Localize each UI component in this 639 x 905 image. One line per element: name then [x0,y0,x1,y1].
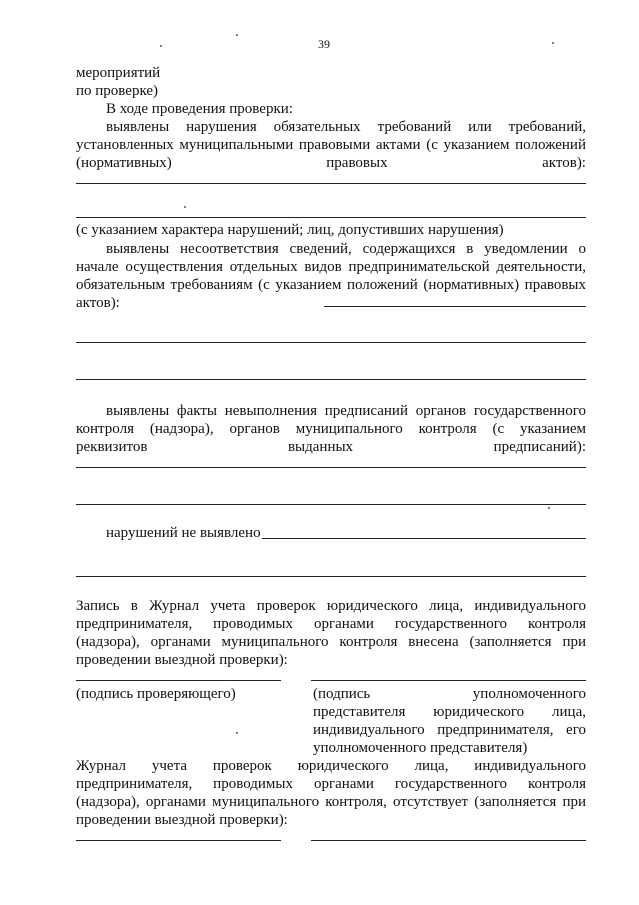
text-line: (надзора), органами муниципального контроля внесена (заполняется при [76,634,586,650]
signature-caption: представителя юридического лица, [313,704,586,720]
fill-in-line[interactable] [76,379,586,380]
scan-speck [184,206,186,208]
text-line [76,154,586,172]
scan-speck [552,42,554,44]
hint-text: (с указанием характера нарушений; лиц, допустивших нарушения) [76,222,504,238]
text-word: актов): [542,155,586,171]
fill-in-line[interactable] [262,538,586,539]
text-word: реквизитов [76,439,148,455]
fill-in-line[interactable] [76,183,586,184]
text-line: Запись в Журнал учета проверок юридического лица, индивидуального [76,598,586,614]
fill-in-line[interactable] [76,342,586,343]
signature-caption: (подпись уполномоченного [313,686,586,702]
scan-speck [236,732,238,734]
signature-line[interactable] [76,680,281,681]
text-line: установленных муниципальными правовыми актами (с указанием положений [76,137,586,153]
text-word: правовых [326,155,388,171]
fill-in-line[interactable] [76,576,586,577]
text-line: выявлены несоответствия сведений, содержащихся в уведомлении о [106,241,586,257]
text-line: мероприятий [76,65,161,81]
text-line: Журнал учета проверок юридического лица, индивидуального [76,758,586,774]
fill-in-line[interactable] [324,306,586,307]
text-line: предпринимателя, проводимых органами государственного контроля [76,616,586,632]
text-line: (надзора), органами муниципального контроля, отсутствует (заполняется при [76,794,586,810]
text-line: В ходе проведения проверки: [106,101,293,117]
scan-speck [548,507,550,509]
text-line: проведении выездной проверки): [76,812,288,828]
signature-caption: индивидуального предпринимателя, его [313,722,586,738]
text-line: выявлены факты невыполнения предписаний органов государственного [106,403,586,419]
signature-line[interactable] [311,680,586,681]
text-word: предписаний): [493,439,586,455]
page-number: 39 [318,37,330,51]
text-line: предпринимателя, проводимых органами государственного контроля [76,776,586,792]
text-line: контроля (надзора), органов муниципального контроля (с указанием [76,421,586,437]
scan-speck [236,34,238,36]
text-word: выданных [287,439,354,455]
no-violations-label: нарушений не выявлено [106,525,261,541]
text-line [76,438,586,456]
text-line: выявлены нарушения обязательных требований или требований, [106,119,586,135]
text-line: обязательным требованиям (с указанием положений (нормативных) правовых [76,277,586,293]
signature-line[interactable] [76,840,281,841]
signature-caption: уполномоченного представителя) [313,740,528,756]
signature-caption: (подпись проверяющего) [76,686,236,702]
fill-in-line[interactable] [76,504,586,505]
text-line: актов): [76,295,120,311]
fill-in-line[interactable] [76,217,586,218]
text-line: начале осуществления отдельных видов предпринимательской деятельности, [76,259,586,275]
signature-line[interactable] [311,840,586,841]
text-line: проведении выездной проверки): [76,652,288,668]
text-word: (нормативных) [76,155,172,171]
text-line: по проверке) [76,83,159,99]
fill-in-line[interactable] [76,467,586,468]
scan-speck [160,45,162,47]
